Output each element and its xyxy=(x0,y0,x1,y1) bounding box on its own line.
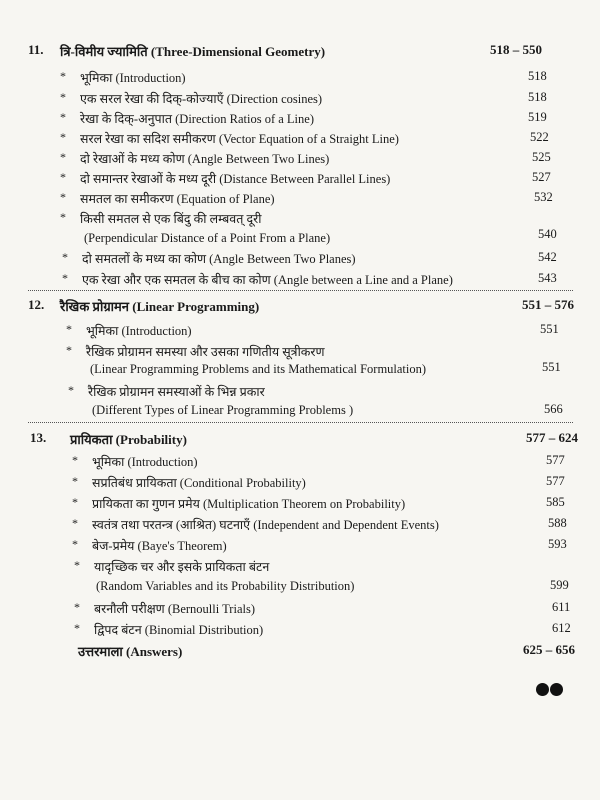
toc-item-page: 532 xyxy=(534,190,553,204)
toc-item-page: 577 xyxy=(546,453,565,467)
toc-item-text: सप्रतिबंध प्रायिकता (Conditional Probability) xyxy=(92,476,306,490)
toc-item-page: 518 xyxy=(528,90,547,104)
toc-item-page: 612 xyxy=(552,621,571,635)
toc-item-text: सरल रेखा का सदिश समीकरण (Vector Equation of a Straight Line) xyxy=(80,132,399,146)
toc-item-page: 585 xyxy=(546,495,565,509)
toc-item-text-english: (Perpendicular Distance of a Point From a Plane) xyxy=(84,231,331,245)
toc-item-text: यादृच्छिक चर और इसके प्रायिकता बंटन xyxy=(94,560,270,574)
bullet-icon: * xyxy=(60,69,66,83)
chapter-page-range: 518 – 550 xyxy=(490,42,542,57)
bullet-icon: * xyxy=(74,558,80,572)
answers-title: उत्तरमाला (Answers) xyxy=(78,644,183,659)
toc-item-text: प्रायिकता का गुणन प्रमेय (Multiplication Theorem on Probability) xyxy=(92,497,406,511)
toc-item-page: 542 xyxy=(538,250,557,264)
bullet-icon: * xyxy=(60,190,66,204)
toc-item-page: 519 xyxy=(528,110,547,124)
bullet-icon: * xyxy=(72,537,78,551)
bullet-icon: * xyxy=(60,90,66,104)
toc-item-page: 543 xyxy=(538,271,557,285)
toc-item-text: रैखिक प्रोग्रामन समस्याओं के भिन्न प्रकार xyxy=(88,385,265,399)
toc-item-page: 593 xyxy=(548,537,567,551)
bullet-icon: * xyxy=(60,210,66,224)
toc-item-page: 566 xyxy=(544,402,563,416)
bullet-icon: * xyxy=(72,453,78,467)
bullet-icon: * xyxy=(72,516,78,530)
toc-item-text: दो समतलों के मध्य का कोण (Angle Between Two Planes) xyxy=(82,252,356,266)
toc-item-page: 540 xyxy=(538,227,557,241)
toc-item-text: भूमिका (Introduction) xyxy=(86,324,192,338)
section-divider xyxy=(28,422,573,423)
bullet-icon: * xyxy=(72,495,78,509)
toc-item-text-english: (Different Types of Linear Programming Problems ) xyxy=(92,403,354,417)
toc-item-page: 527 xyxy=(532,170,551,184)
section-divider xyxy=(28,290,573,291)
end-mark-icon xyxy=(536,683,564,701)
toc-item-text-english: (Random Variables and its Probability Distribution) xyxy=(96,579,355,593)
bullet-icon: * xyxy=(60,150,66,164)
toc-item-page: 551 xyxy=(542,360,561,374)
toc-item-text: एक सरल रेखा की दिक्-कोज्याएँ (Direction cosines) xyxy=(80,92,323,106)
toc-item-text: रैखिक प्रोग्रामन समस्या और उसका गणितीय सूत्रीकरण xyxy=(86,345,325,359)
chapter-number: 13. xyxy=(30,430,47,445)
toc-item-text: द्विपद बंटन (Binomial Distribution) xyxy=(94,623,264,637)
toc-item-text-english: (Linear Programming Problems and its Mathematical Formulation) xyxy=(90,362,427,376)
toc-item-page: 551 xyxy=(540,322,559,336)
toc-item-continuation xyxy=(92,403,353,418)
chapter-title: त्रि-विमीय ज्यामिति (Three-Dimensional Geometry) xyxy=(60,44,326,59)
bullet-icon: * xyxy=(72,474,78,488)
toc-item-text: दो रेखाओं के मध्य कोण (Angle Between Two Lines) xyxy=(80,152,330,166)
toc-item-continuation xyxy=(84,231,330,246)
chapter-title: प्रायिकता (Probability) xyxy=(70,432,187,447)
bullet-icon: * xyxy=(60,170,66,184)
toc-item-text: भूमिका (Introduction) xyxy=(80,71,186,85)
bullet-icon: * xyxy=(62,250,68,264)
answers-page-range: 625 – 656 xyxy=(523,642,575,657)
toc-item-continuation xyxy=(90,362,426,377)
chapter-number: 12. xyxy=(28,297,45,312)
toc-item-page: 518 xyxy=(528,69,547,83)
toc-item-text: भूमिका (Introduction) xyxy=(92,455,198,469)
toc-item-page: 588 xyxy=(548,516,567,530)
toc-item-text: बरनौली परीक्षण (Bernoulli Trials) xyxy=(94,602,255,616)
chapter-page-range: 577 – 624 xyxy=(526,430,578,445)
toc-item-text: बेज-प्रमेय (Baye's Theorem) xyxy=(92,539,227,553)
bullet-icon: * xyxy=(60,130,66,144)
answers-heading xyxy=(78,642,573,660)
toc-item-page: 577 xyxy=(546,474,565,488)
chapter-page-range: 551 – 576 xyxy=(522,297,574,312)
toc-item-page: 522 xyxy=(530,130,549,144)
bullet-icon: * xyxy=(66,322,72,336)
toc-item-continuation xyxy=(96,579,354,594)
bullet-icon: * xyxy=(74,621,80,635)
toc-item-text: एक रेखा और एक समतल के बीच का कोण (Angle between a Line and a Plane) xyxy=(82,273,453,287)
chapter-title: रैखिक प्रोग्रामन (Linear Programming) xyxy=(60,299,260,314)
toc-item-page: 611 xyxy=(552,600,571,614)
toc-item-text: दो समान्तर रेखाओं के मध्य दूरी (Distance Between Parallel Lines) xyxy=(80,172,391,186)
toc-item-page: 525 xyxy=(532,150,551,164)
bullet-icon: * xyxy=(66,343,72,357)
toc-item-text: रेखा के दिक्-अनुपात (Direction Ratios of a Line) xyxy=(80,112,314,126)
toc-item-page: 599 xyxy=(550,578,569,592)
bullet-icon: * xyxy=(68,383,74,397)
bullet-icon: * xyxy=(62,271,68,285)
toc-item-text: समतल का समीकरण (Equation of Plane) xyxy=(80,192,275,206)
toc-item-text: किसी समतल से एक बिंदु की लम्बवत् दूरी xyxy=(80,212,262,226)
chapter-number: 11. xyxy=(28,42,44,57)
bullet-icon: * xyxy=(74,600,80,614)
bullet-icon: * xyxy=(60,110,66,124)
toc-item-text: स्वतंत्र तथा परतन्त्र (आश्रित) घटनाएँ (Independent and Dependent Events) xyxy=(92,518,439,532)
